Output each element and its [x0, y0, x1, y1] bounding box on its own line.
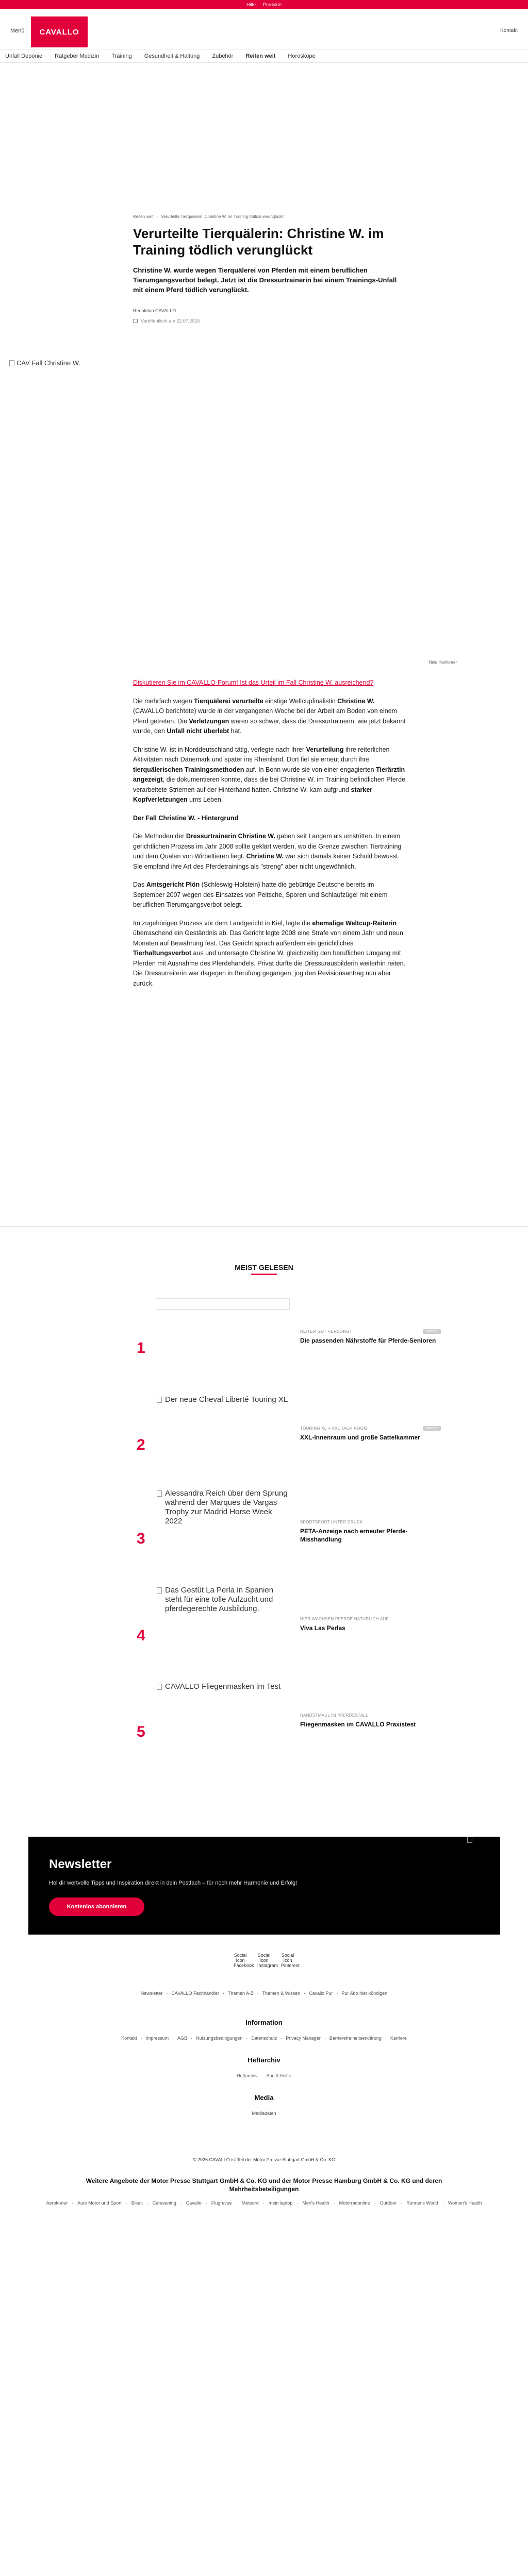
forum-link[interactable]: Diskutieren Sie im CAVALLO-Forum! Ist das Urteil im Fall Christine W. ausreichend?	[133, 679, 374, 686]
breadcrumb	[133, 214, 406, 219]
rank-number: 2	[137, 1436, 145, 1453]
teaser-image[interactable]: Das Gestüt La Perla in Spanien steht für eine tolle Aufzucht und pferdegerechte Ausbildung.	[156, 1586, 290, 1642]
brand-link[interactable]: Flugrevue	[211, 2200, 232, 2206]
list-item[interactable]	[134, 1489, 454, 1566]
teaser-headline[interactable]: PETA-Anzeige nach erneuter Pferde-Misshandlung	[300, 1528, 408, 1543]
brand-link[interactable]: Auto Motor und Sport	[77, 2200, 122, 2206]
teaser-kicker: HIER WACHSEN PFERDE NATÜRLICH AUF	[300, 1617, 389, 1621]
footer-link[interactable]: CAVALLO Fachhändler	[171, 1991, 220, 1996]
copyright: © 2026 CAVALLO ist Teil der Motor Presse Stuttgart GmbH & Co. KG	[192, 2157, 336, 2162]
publisher-heading: Weitere Angebote der Motor Presse Stuttgart GmbH & Co. KG und der Motor Presse Hamburg GmbH & Co. KG und deren Mehrheitsbeteiligungen	[86, 2177, 442, 2193]
footer-link[interactable]: Newsletter	[140, 1991, 163, 1996]
rank-number: 1	[137, 1340, 145, 1357]
brand-link[interactable]: mein laptop	[268, 2200, 293, 2206]
facebook-icon[interactable]: Social Icon Facebook	[234, 1953, 254, 1968]
hero-image	[9, 359, 459, 655]
pinterest-icon[interactable]: Social Icon Pinterest	[281, 1953, 300, 1968]
broken-image-icon	[157, 1684, 162, 1690]
ad-badge: Anzeige	[423, 1426, 441, 1431]
footer-link[interactable]: Kontakt	[121, 2036, 137, 2041]
teaser-headline[interactable]: Fliegenmasken im CAVALLO Praxistest	[300, 1721, 416, 1728]
nav-item-ratgeber[interactable]: Ratgeber Medizin	[55, 53, 100, 59]
footer-top-links: Newsletter · CAVALLO Fachhändler · Themen A-Z · Themen & Wissen · Cavallo Pur · Pur Abo hier kündigen	[140, 1991, 388, 1996]
newsletter-text: Hol dir wertvolle Tipps und Inspiration direkt in dein Postfach – für noch mehr Harmonie und Erfolg!	[49, 1880, 298, 1886]
footer-link[interactable]: Barrierefreiheitserklärung	[329, 2036, 382, 2041]
footer-link[interactable]: Impressum	[145, 2036, 169, 2041]
footer-link[interactable]: Themen A-Z	[228, 1991, 254, 1996]
section-divider	[0, 1226, 528, 1227]
footer-link[interactable]: Karriere	[390, 2036, 407, 2041]
brand-link[interactable]: Bikeit	[131, 2200, 143, 2206]
rank-number: 4	[137, 1627, 145, 1644]
article-title: Verurteilte Tierquälerin: Christine W. im Training tödlich verunglückt	[133, 226, 384, 258]
footer-link[interactable]: Nutzungsbedingungen	[196, 2036, 243, 2041]
footer-hefte-links: Heftarchiv · Abo & Hefte	[236, 2073, 292, 2078]
article-meta	[133, 308, 406, 324]
article-author[interactable]: Redaktion CAVALLO	[133, 308, 176, 313]
nav-item-training[interactable]: Training	[111, 53, 132, 59]
background-heading: Der Fall Christine W. - Hintergrund	[133, 814, 239, 822]
nav-item-unfall[interactable]: Unfall Deponie	[5, 53, 43, 59]
article-body	[133, 678, 406, 997]
footer-media-links	[0, 2111, 528, 2116]
brand-link[interactable]: Caravaning	[152, 2200, 176, 2206]
hero-image-alt	[9, 359, 459, 367]
contact-link[interactable]: Kontakt	[500, 28, 518, 33]
broken-image-icon	[157, 1587, 162, 1594]
brand-link[interactable]: Cavallo	[186, 2200, 202, 2206]
body-paragraph-2: Christine W. ist in Norddeutschland tätig, verlegte nach ihrer Verurteilung ihre reiterlichen Aktivitäten nach Dänemark und später ins Rheinland. Dort fiel sie erneut durch ihre tierquälerischen Trainingsmethoden auf. In Bonn wurde sie von einer engagierten Tierärztin angezeigt, die dokumentieren konnte, dass die bei Christine W. im Training befindlichen Pferde verarbeitete Striemen auf der Hinterhand hatten. Christine W. kam aufgrund starker Kopfverletzungen ums Leben.	[133, 745, 406, 803]
calendar-icon	[133, 319, 138, 323]
brand-link[interactable]: Motorradonline	[339, 2200, 370, 2206]
body-paragraph-3: Die Methoden der Dressurtrainerin Christine W. gaben seit Langem als umstritten. In einem gerichtlichen Prozess im Jahr 2008 sollte geklärt werden, wo die Grenze zwischen Tiertraining und dem Quälen von Wirbeltieren liegt. Christine W. war sich damals keiner Schuld bewusst. Sie empfand ihre Art des Pferdetrainings als "streng" aber nicht ungewöhnlich.	[133, 833, 402, 870]
list-item[interactable]	[134, 1298, 454, 1376]
list-item[interactable]	[134, 1586, 454, 1663]
meist-gelesen-title: MEIST GELESEN	[235, 1263, 293, 1272]
site-logo[interactable]: CAVALLO	[31, 16, 88, 47]
teaser-kicker: REITER GUT VERSORGT	[300, 1329, 353, 1334]
rank-number: 5	[137, 1723, 145, 1740]
ad-space	[0, 63, 528, 207]
footer-link[interactable]: Abo & Hefte	[266, 2073, 292, 2078]
site-header	[0, 9, 528, 49]
hero-image-alt-text: CAV Fall Christine W.	[16, 359, 81, 367]
brand-link[interactable]: Women's Health	[448, 2200, 482, 2206]
footer-link[interactable]: Mediadaten	[252, 2111, 276, 2116]
nav-item-zubehoer[interactable]: Zubehör	[212, 53, 234, 59]
brand-link[interactable]: Meteoro	[241, 2200, 259, 2206]
teaser-image[interactable]: Der neue Cheval Liberté Touring XL	[156, 1395, 290, 1417]
menu-button[interactable]: Menü	[10, 28, 25, 34]
broken-image-icon	[157, 1490, 162, 1497]
breadcrumb-item-current: Verurteilte Tierquälerin: Christine W. im Training tödlich verunglückt	[161, 214, 284, 219]
main-navigation	[0, 49, 528, 63]
body-paragraph-5: Im zugehörigen Prozess vor dem Landgericht in Kiel, legte die ehemalige Weltcup-Reiterin überraschend ein Geständnis ab. Das Gericht legte 2008 eine Strafe von einem Jahr und neun Monaten auf Bewährung fest. Das Gericht sprach außerdem ein gerichtliches Tierhaltungsverbot aus und untersagte Christine W. gleichzeitig den beruflichen Umgang mit Pferden mit Ausnahme des Pferdehandels. Privat durfte die Dressurausbilderin weiterhin reiten. Die Dressurreiterin war dagegen in Berufung gegangen, jog den Revisionsantrag nun aber zurück.	[133, 919, 406, 987]
forum-paragraph	[133, 678, 406, 688]
breadcrumb-separator: ›	[156, 214, 158, 219]
teaser-image[interactable]: Alessandra Reich über dem Sprung während der Marques de Vargas Trophy zur Madrid Horse Week 2022	[156, 1489, 290, 1546]
footer-info-links: Kontakt · Impressum · AGB · Nutzungsbedingungen · Datenschutz · Privacy Manager · Barrierefreiheitserklärung · Karriere	[121, 2036, 407, 2041]
nav-item-reiten-weit[interactable]: Reiten weit	[245, 53, 276, 59]
list-item[interactable]	[134, 1682, 454, 1759]
broken-image-icon	[157, 1397, 162, 1403]
footer-info-heading: Information	[245, 2019, 283, 2026]
brand-link[interactable]: Aerokurier	[46, 2200, 68, 2206]
teaser-kicker: TOURING XL + XXL TACK ROOM	[300, 1426, 368, 1431]
topbar-link-help[interactable]: Hilfe	[246, 2, 256, 7]
teaser-image[interactable]	[156, 1298, 290, 1310]
teaser-image[interactable]: CAVALLO Fliegenmasken im Test	[156, 1682, 290, 1704]
footer-link[interactable]: Datenschutz	[251, 2036, 277, 2041]
footer-link[interactable]: Heftarchiv	[236, 2073, 258, 2078]
brand-link[interactable]: Runner's World	[406, 2200, 438, 2206]
footer-link[interactable]: Pur Abo hier kündigen	[341, 1991, 388, 1996]
newsletter-box	[28, 1837, 500, 1935]
newsletter-title: Newsletter	[49, 1857, 112, 1871]
article-date-row	[133, 318, 406, 324]
close-button[interactable]	[467, 1837, 500, 1852]
teaser-headline[interactable]: Die passenden Nährstoffe für Pferde-Senioren	[300, 1337, 436, 1344]
breadcrumb-item-section[interactable]: Reiten weit	[133, 214, 154, 219]
instagram-icon[interactable]: Social Icon Instagram	[257, 1953, 278, 1968]
social-links	[0, 1953, 528, 1970]
ad-badge: Anzeige	[423, 1329, 441, 1334]
article-lead: Christine W. wurde wegen Tierquälerei von Pferden mit einem beruflichen Tierumgangsverbot belegt. Jetzt ist die Dressurtrainerin bei einem Trainings-Unfall mit einem Pferd tödlich verunglückt.	[133, 266, 397, 294]
teaser-headline[interactable]: XXL-Innenraum und große Sattelkammer	[300, 1434, 420, 1441]
newsletter-subscribe-button[interactable]: Kostenlos abonnieren	[49, 1897, 144, 1916]
body-paragraph-4: Das Amtsgericht Plön (Schleswig-Holstein) hatte die gebürtige Deutsche bereits im September 2007 wegen des Einsatzes von Peitsche, Sporen und Schlaufzügel mit einem beruflichen Tierumgangsverbot belegt.	[133, 881, 388, 908]
brand-links: Aerokurier · Auto Motor und Sport · Bikeit · Caravaning · Cavallo · Flugrevue · Meteoro · mein laptop · Men's Health · Motorradonline · Outdoor · Runner's World · Women's Health	[46, 2200, 482, 2206]
footer-media-heading: Media	[254, 2094, 274, 2102]
footer-link[interactable]: Privacy Manager	[286, 2036, 321, 2041]
topbar-link-products[interactable]: Produkte	[262, 2, 282, 7]
top-utility-bar	[0, 0, 528, 9]
teaser-kicker: SPORTSPORT UNTER DRUCK	[300, 1520, 363, 1524]
teaser-kicker: HANDSTMAUL IM PFERDESTALL	[300, 1713, 368, 1718]
nav-item-horoskope[interactable]: Horoskope	[288, 53, 316, 59]
footer-hefte-heading: Heftarchiv	[248, 2056, 280, 2064]
meist-gelesen-underline	[251, 1274, 277, 1275]
nav-item-gesundheit[interactable]: Gesundheit & Haltung	[144, 53, 200, 59]
close-icon	[467, 1837, 472, 1843]
footer-link[interactable]: Cavallo Pur	[309, 1991, 333, 1996]
footer-link[interactable]: Themen & Wissen	[262, 1991, 301, 1996]
site-footer	[0, 1953, 528, 2206]
list-item[interactable]	[134, 1395, 454, 1472]
rank-number: 3	[137, 1530, 145, 1547]
article-header	[133, 214, 406, 324]
brand-link[interactable]: Men's Health	[302, 2200, 329, 2206]
article-date: Veröffentlicht am 22.07.2015	[141, 318, 200, 324]
image-credit: Nela Hambruer	[428, 660, 457, 665]
teaser-headline[interactable]: Viva Las Perlas	[300, 1624, 345, 1632]
body-paragraph-1: Die mehrfach wegen Tierquälerei verurteilte einstige Weltcupfinalistin Christine W. (CAVALLO berichtete) wurde in der vergangenen Woche bei der Arbeit am Boden von einem Pferd getreten. Die Verletzungen waren so schwer, dass die Dressurtrainerin, wie jetzt bekannt wurde, den Unfall nicht überlebt hat.	[133, 697, 406, 735]
footer-link[interactable]: AGB	[177, 2036, 188, 2041]
brand-link[interactable]: Outdoor	[380, 2200, 397, 2206]
broken-image-icon	[9, 360, 14, 366]
